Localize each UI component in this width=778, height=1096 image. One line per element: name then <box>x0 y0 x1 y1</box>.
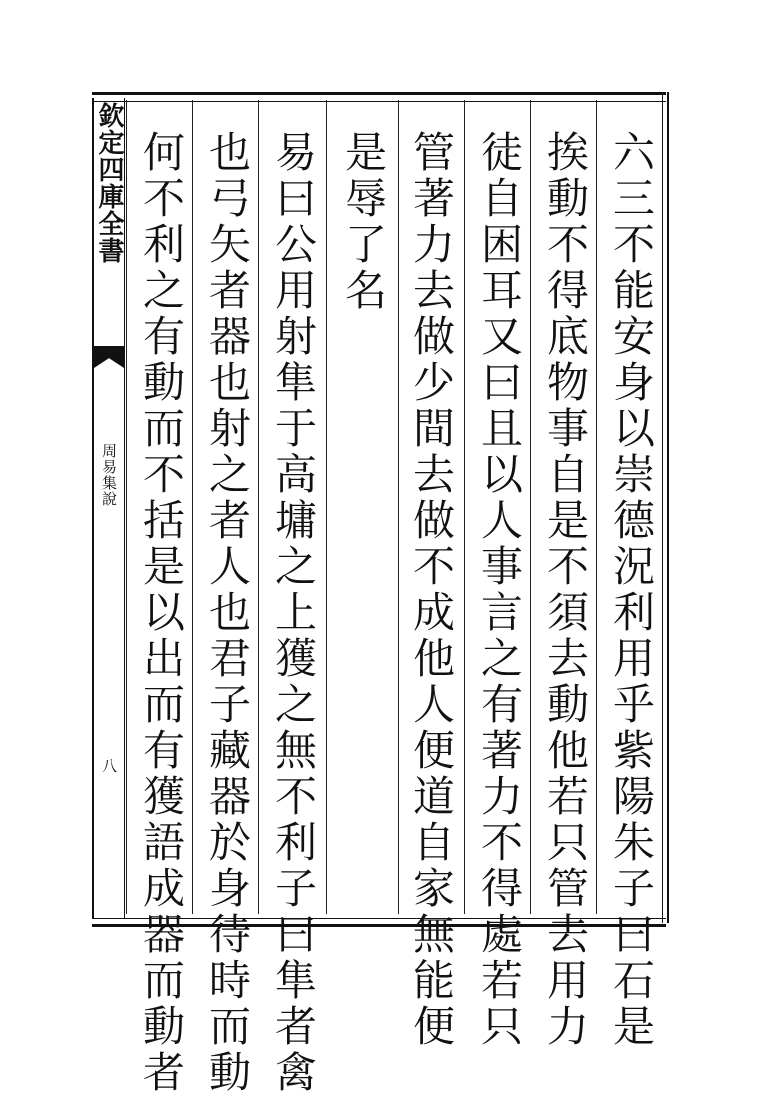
text-column-4 <box>400 100 462 1050</box>
column-divider <box>464 100 465 914</box>
text-column-5 <box>332 100 394 916</box>
text-column-1 <box>600 100 662 1050</box>
column-divider <box>192 100 193 914</box>
column-divider <box>126 100 127 914</box>
fish-tail-mark-icon <box>94 346 124 368</box>
column-divider <box>326 100 327 914</box>
page-number: 八 <box>100 758 118 773</box>
frame-right-border <box>662 92 669 923</box>
book-title: 周易集說 <box>100 443 118 507</box>
text-column-7 <box>196 100 258 1096</box>
column-divider <box>398 100 399 914</box>
column-text: 管著力去做少間去做不成他人便道自家無能便 <box>407 130 456 1050</box>
text-column-3 <box>468 100 530 1050</box>
page-margin-strip <box>92 98 125 918</box>
column-text: 何不利之有動而不括是以出而有獲語成器而動者 <box>137 130 186 1096</box>
text-column-6 <box>262 100 324 1096</box>
column-text: 徒自困耳又曰且以人事言之有著力不得處若只 <box>475 130 524 1050</box>
column-text: 是辱了名 <box>339 130 388 314</box>
column-text: 挨動不得底物事自是不須去動他若只管去用力 <box>541 130 590 1050</box>
column-divider <box>596 100 597 914</box>
text-column-2 <box>534 100 596 1050</box>
library-title: 欽定四庫全書 <box>94 102 124 264</box>
column-divider <box>530 100 531 914</box>
column-text: 也弓矢者器也射之者人也君子藏器於身待時而動 <box>203 130 252 1096</box>
column-text: 六三不能安身以崇德況利用乎紫陽朱子曰石是 <box>607 130 656 1050</box>
column-divider <box>258 100 259 914</box>
column-text: 易曰公用射隼于高墉之上獲之無不利子曰隼者禽 <box>269 130 318 1096</box>
text-column-8 <box>130 100 192 1096</box>
